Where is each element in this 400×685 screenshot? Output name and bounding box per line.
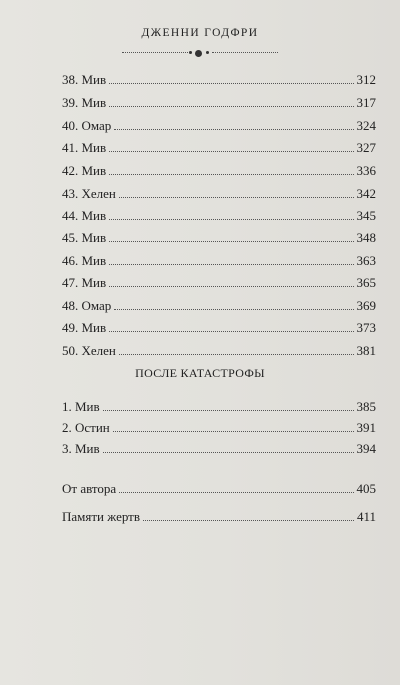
toc-entry — [62, 477, 376, 497]
toc-entry-page: 312 — [356, 72, 376, 87]
leader-dots — [109, 286, 353, 287]
toc-entry — [62, 114, 376, 134]
toc-entry-title: От автора — [62, 481, 117, 496]
toc-entry — [62, 395, 376, 415]
leader-dots — [109, 174, 353, 175]
toc-entry-title: 44. Мив — [62, 208, 107, 223]
toc-entry-title: 1. Мив — [62, 399, 100, 414]
toc-entry — [62, 437, 376, 457]
leader-dots — [109, 219, 353, 220]
running-header: ДЖЕННИ ГОДФРИ — [141, 27, 259, 39]
leader-dots — [109, 106, 353, 107]
toc-entry — [62, 204, 376, 224]
toc-entry — [62, 339, 376, 359]
toc-entry — [62, 271, 376, 291]
toc-entry — [62, 226, 376, 246]
leader-dots — [109, 331, 353, 332]
toc-entry-page: 385 — [356, 399, 376, 414]
toc-entry-title: 43. Хелен — [62, 186, 116, 201]
toc-entry-page: 327 — [356, 140, 376, 155]
ornament-line-left — [122, 52, 188, 53]
section-heading: ПОСЛЕ КАТАСТРОФЫ — [135, 366, 265, 380]
ornament-small-dot — [189, 51, 192, 54]
leader-dots — [113, 431, 354, 432]
toc-entry-page: 348 — [356, 230, 376, 245]
toc-entry-title: 49. Мив — [62, 320, 107, 335]
toc-entry-title: 45. Мив — [62, 230, 107, 245]
toc-entry-title: 50. Хелен — [62, 343, 116, 358]
toc-entry — [62, 136, 376, 156]
toc-entry-page: 391 — [356, 420, 376, 435]
leader-dots — [119, 492, 353, 493]
toc-entry-page: 405 — [356, 481, 376, 496]
leader-dots — [109, 83, 353, 84]
toc-entry-title: 47. Мив — [62, 275, 107, 290]
toc-entry-page: 365 — [356, 275, 376, 290]
toc-entry-title: 3. Мив — [62, 441, 100, 456]
toc-entry-page: 373 — [356, 320, 376, 335]
toc-entry-title: 48. Омар — [62, 298, 112, 313]
leader-dots — [103, 452, 354, 453]
toc-entry-title: 41. Мив — [62, 140, 107, 155]
toc-entry-title: 38. Мив — [62, 72, 107, 87]
toc-entry — [62, 505, 376, 525]
toc-entry — [62, 182, 376, 202]
leader-dots — [119, 197, 354, 198]
toc-entry-page: 369 — [356, 298, 376, 313]
toc-entry-page: 317 — [356, 95, 376, 110]
toc-entry-page: 411 — [356, 509, 376, 524]
header-ornament — [122, 48, 278, 58]
leader-dots — [103, 410, 354, 411]
toc-entry-page: 345 — [356, 208, 376, 223]
leader-dots — [109, 241, 353, 242]
toc-entry-title: Памяти жертв — [62, 509, 140, 524]
toc-entry-page: 342 — [356, 186, 376, 201]
toc-entry-title: 2. Остин — [62, 420, 110, 435]
toc-entry — [62, 159, 376, 179]
leader-dots — [109, 264, 353, 265]
toc-entry-page: 336 — [356, 163, 376, 178]
leader-dots — [114, 129, 353, 130]
toc-entry-page: 363 — [356, 253, 376, 268]
toc-entry — [62, 91, 376, 111]
toc-entry — [62, 68, 376, 88]
toc-entry — [62, 249, 376, 269]
toc-entry-page: 324 — [356, 118, 376, 133]
leader-dots — [114, 309, 353, 310]
toc-entry — [62, 316, 376, 336]
toc-entry-page: 394 — [356, 441, 376, 456]
toc-entry-title: 42. Мив — [62, 163, 107, 178]
ornament-line-right — [212, 52, 278, 53]
toc-entry — [62, 294, 376, 314]
toc-entry-title: 40. Омар — [62, 118, 112, 133]
leader-dots — [109, 151, 353, 152]
ornament-small-dot — [206, 51, 209, 54]
leader-dots — [143, 520, 354, 521]
leader-dots — [119, 354, 354, 355]
ornament-center-dot — [195, 50, 202, 57]
toc-entry-title: 39. Мив — [62, 95, 107, 110]
toc-entry-title: 46. Мив — [62, 253, 107, 268]
toc-entry — [62, 416, 376, 436]
toc-entry-page: 381 — [356, 343, 376, 358]
